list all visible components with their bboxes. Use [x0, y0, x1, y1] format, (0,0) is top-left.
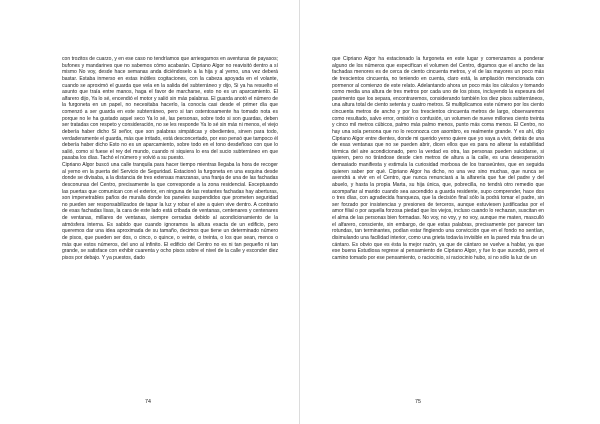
paragraph: que Cipriano Algor ha estacionado la furgoneta en este lugar y comenzamos a ponderar alguno de los números que especifican el volumen del Centro, digamos que el ancho de las fachadas menores es de cerca de ciento cincuenta metros, y el de las mayores un poco más de trescientos cincuenta, no teniendo en cuenta, claro está, la ampliación mencionada con pormenor al comienzo de este relato. Adelantando ahora un poco más los cálculos y tomando como media una altura de tres metros por cada uno de los pisos, incluyendo la espesura del pavimento que los separa, encontraremos, considerando también los diez pisos subterráneos, una altura total de ciento setenta y cuatro metros. Si multiplicamos este número por los ciento cincuenta metros de ancho y por los trescientos cincuenta metros de largo, observaremos como resultado, salvo error, omisión o confusión, un volumen de nueve millones ciento treinta y cinco mil metros cúbicos, palmo más palmo menos, punto más coma menos. El Centro, no hay una sola persona que no lo reconozca con asombro, es realmente grande. Y es ahí, dijo Cipriano Algor entre dientes, donde mi querido yerno quiere que yo vaya a vivir, detrás de una de esas ventanas que no se pueden abrir, dicen ellos que es para no alterar la estabilidad térmica del aire acondicionado, pero la verdad es otra, las personas pueden suicidarse, si quieren, pero no tirándose desde cien metros de altura a la calle, es una desesperación demasiado manifiesta y estimula la curiosidad morbosa de los transeúntes, que en seguida quieren saber por qué. Cipriano Algor ha dicho, no una vez sino muchas, que nunca se avendrá a vivir en el Centro, que nunca renunciará a la alfarería que fue del padre y del abuelo, y hasta la propia Marta, su hija única, que, pobrecilla, no tendrá otro remedio que acompañar al marido cuando sea ascendido a guarda residente, supo comprender, hace dos o tres días, con agradecida franqueza, que la decisión final sólo la podrá tomar el padre, sin ser forzado por insistencias y presiones de terceros, aunque estuviesen justificadas por el amor filial o por aquella forzosa piedad que los viejos, incluso cuando lo rechazan, suscitan en el alma de las personas bien formadas. No voy, no voy, y no voy, aunque me maten, masculló el alfarero, consciente, sin embargo, de que estas palabras, precisamente por parecer tan rotundas, tan terminantes, podían estar fingiendo una convicción que en el fondo no sentían, disimulando una facilidad interior, como una grieta todavía invisible en la pared más fina de un cántaro. Es obvio que es ésta la mejor razón, ya que de cántaro se vuelve a hablar, ya que ese buena Estudiosa regrese al pensamiento de Cipriano Algor, y fue lo que sucedió, pero el camino tomado por ese pensamiento, o raciocinio, si raciocinio hubo, si no sólo la luz de un [332, 56, 544, 261]
right-page-text [332, 56, 544, 261]
left-page-text [62, 56, 278, 261]
page-number: 74 [145, 399, 151, 405]
right-page [300, 0, 600, 424]
paragraph: Cipriano Algor buscó una calle tranquila para hacer tiempo mientras llegaba la hora de recoger al yerno en la puerta del Servicio de Seguridad. Estacionó la furgoneta en una esquina desde donde se divisaba, a la distancia de tres extensas manzanas, una franja de una de las fachadas desconunas del Centro, precisamente la que corresponde a la zona residencial. Exceptuando las puertas que comunican con el exterior, en ninguna de las restantes fachadas hay aberturas, son impenetrables paños de muralla donde los paneles suspendidos que prometen seguridad no pueden ser responsabilizados de tapar la luz y robar el aire a quien vive dentro. A contrario de esas fachadas lisas, la cara de este lado está cribada de ventanas, centenares y centenares de ventanas, millares de ventanas, siempre cerradas debido al acondicionamiento de la atmósfera interna. Es sabido que cuando ignoramos la altura exacta de un edificio, pero queremos dar una idea aproximada de su tamaño, decimos que tiene un determinado número de pisos, que pueden ser dos, o cinco, o quince, o veinte, o treinta, o los que sean, menos o más que estos números, del uno al infinito. El edificio del Centro no es ni tan pequeño ni tan grande, se satisface con exhibir cuarenta y ocho pisos sobre el nivel de la calle y esconder diez pisos por debajo. Y ya puestos, dado [62, 162, 278, 261]
page-number: 75 [415, 399, 421, 405]
paragraph: con trozitos de cuarzo, y en ese caso no tendríamos que arriesgarnos en aventuras de payasos; bufones y mandarines que no sabemos cómo acabarán. Cipriano Algor no reavisitó dentro a sí mismo No voy, desde hace semanas anda diciéndoselo a la hija y al yerno, una vez deberá bastar. Estaba inmerso en estas inútiles cogitaciones, con la cabeza apoyada en el volante, cuando se aproximó el guarda que vela en la salida del subterráneo y dijo, Si ya ha resuelto el asunto que traía entre manos, haga el favor de marcharse, esto no es un aparcamiento. El alfarero dijo, Ya lo sé, encendió el motor y salió sin más palabras. El guarda anotó el número de la furgoneta en un papel, no necesitaba hacerlo, la conocía casi desde el primer día que comenzó a ser guarda en este subterráneo, pero si tan ostentosamente ha tomado nota es porque no le ha gustado aquel seco Ya lo sé, las personas, sobre todo si son guardas, deben ser tratadas con respeto y consideración, no se les responde Ya lo sé sin más ni menos, el viejo debería haber dicho Sí señor, que son palabras simpáticas y obedientes, sirven para todo, verdaderamente el guarda, más que irritado, está desconcertado, por eso pensó que tampoco él debería haber dicho Esto no es un aparcamiento, sobre todo en el tono desdeñoso con que lo salió, como si fuese el rey del mundo, cuando ni siquiera lo era del sucio subterráneo en que pasaba los días. Tachó el número y volvió a su puesto. [62, 56, 278, 162]
